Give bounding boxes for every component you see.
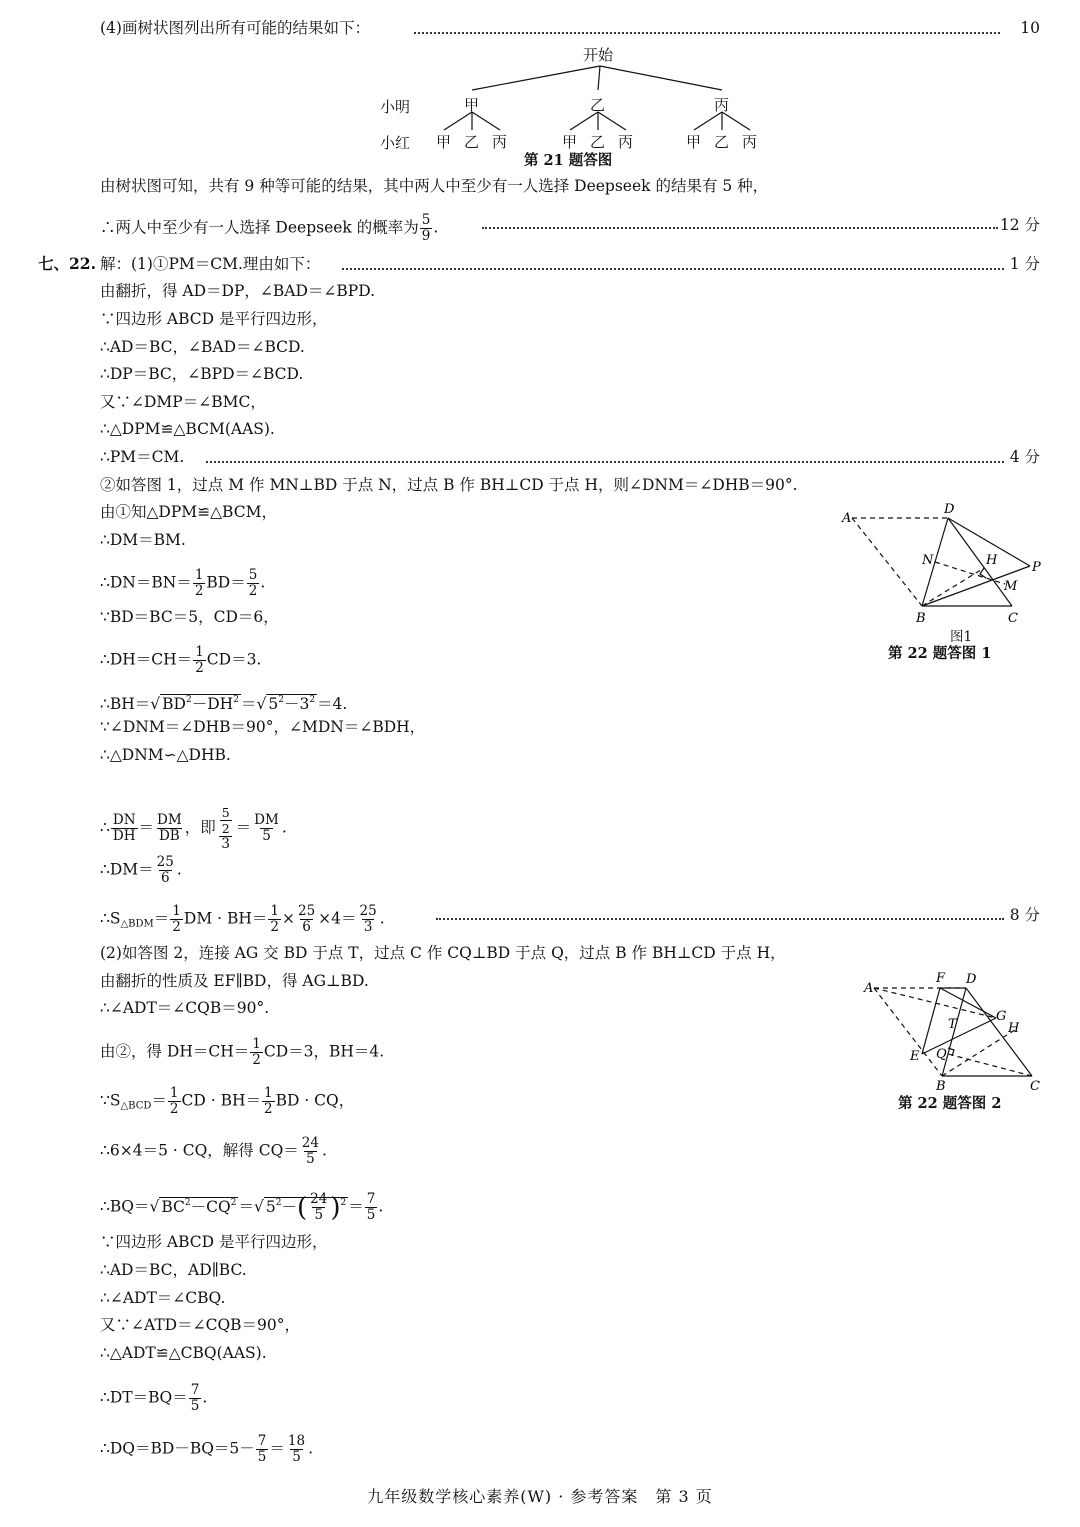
tree-leaf: 甲 bbox=[686, 133, 702, 151]
tree-row-label: 小红 bbox=[380, 134, 411, 152]
tree-leaf: 丙 bbox=[742, 133, 758, 151]
score-mark: 8 分 bbox=[1009, 906, 1040, 924]
point-label: P bbox=[1032, 560, 1041, 575]
q22-line: ∴△ADT≌△CBQ(AAS). bbox=[100, 1344, 267, 1362]
point-label: D bbox=[966, 972, 977, 987]
q22-line: ∵四边形 ABCD 是平行四边形， bbox=[100, 1233, 328, 1251]
figure-caption: 第 22 题答图 1 bbox=[888, 645, 992, 662]
point-label: H bbox=[1008, 1021, 1020, 1036]
q22-line: $\because S_{\triangle BCD}=$ $\frac{1}{2}$ CD · BH＝ $\frac{1}{2}$ BD · CQ， bbox=[100, 1085, 355, 1117]
q22-line: ∴6×4＝5 · CQ，解得 CQ＝ $\frac{24}{5}$ . bbox=[100, 1135, 327, 1167]
question-number: 七、22. bbox=[38, 254, 96, 273]
point-label: N bbox=[922, 553, 934, 568]
point-label: G bbox=[996, 1009, 1007, 1024]
tree-node: 乙 bbox=[590, 96, 606, 114]
q22-line: ∴PM＝CM. bbox=[100, 448, 185, 466]
figure-22-1 bbox=[840, 498, 1050, 663]
tree-row-label: 小明 bbox=[380, 98, 411, 116]
q22-line: ∴DM＝BM. bbox=[100, 531, 186, 549]
q21-line-3: ∴两人中至少有一人选择 Deepseek 的概率为 $\frac{5}{9}$ . bbox=[100, 212, 439, 244]
q22-line: 由②，得 DH＝CH＝ $\frac{1}{2}$ CD＝3，BH＝4. bbox=[100, 1036, 385, 1068]
figure-22-2 bbox=[860, 970, 1050, 1092]
tree-node: 丙 bbox=[714, 96, 730, 114]
point-label: B bbox=[916, 611, 926, 626]
q22-line: ∴DQ＝BD－BQ＝5－ $\frac{7}{5}$ ＝ $\frac{18}{5}$ . bbox=[100, 1433, 314, 1465]
q22-line: ∴DP＝BC，∠BPD＝∠BCD. bbox=[100, 365, 304, 383]
score-mark: 4 分 bbox=[1009, 448, 1040, 466]
tree-leaf: 甲 bbox=[436, 133, 452, 151]
point-label: A bbox=[842, 511, 852, 526]
leader-dots bbox=[206, 461, 1004, 463]
q22-line: ∴DN＝BN＝ $\frac{1}{2}$ BD＝ $\frac{5}{2}$ . bbox=[100, 567, 266, 599]
q22-line: 解：(1)①PM＝CM.理由如下： bbox=[100, 255, 321, 273]
q22-line: ∴AD＝BC，∠BAD＝∠BCD. bbox=[100, 338, 305, 356]
q22-line: ∴BH＝√ $BD^2-DH^2$ ＝√ $5^2-3^2 =4$. bbox=[100, 695, 348, 713]
q22-line: ∴∠ADT＝∠CQB＝90°. bbox=[100, 999, 270, 1017]
q22-line: ∴∠ADT＝∠CBQ. bbox=[100, 1289, 226, 1307]
tree-leaf: 甲 bbox=[562, 133, 578, 151]
q22-line: $\therefore S_{\triangle BDM}=$ $\frac{1}{2}$ DM · BH＝ $\frac{1}{2}$ × $\frac{25}{6}$ ×4＝ $\frac{25}{3}$ . bbox=[100, 903, 385, 935]
q22-line: ∴BQ＝√ $BC^2-CQ^2$ ＝√ $5^2-$( $\frac{24}{5}$ )$^2$ ＝ $\frac{7}{5}$ . bbox=[100, 1191, 384, 1223]
q22-line: ∵四边形 ABCD 是平行四边形， bbox=[100, 310, 328, 328]
tree-leaf: 丙 bbox=[492, 133, 508, 151]
point-label: T bbox=[948, 1017, 957, 1032]
leader-dots bbox=[342, 268, 1004, 270]
leader-dots bbox=[436, 918, 1004, 920]
q22-line: ∴DT＝BQ＝ $\frac{7}{5}$ . bbox=[100, 1382, 208, 1414]
q22-line: ∴ $\frac{DN}{DH}$ ＝ $\frac{DM}{DB}$ ，即 $\frac{\frac{5}{2}}{3}$ ＝ $\frac{DM}{5}$ . bbox=[100, 805, 287, 852]
q22-line: ∴AD＝BC，AD∥BC. bbox=[100, 1261, 247, 1279]
q21-line-2: 由树状图可知，共有 9 种等可能的结果，其中两人中至少有一人选择 Deepseek 的结果有 5 种， bbox=[100, 177, 769, 195]
point-label: A bbox=[864, 981, 874, 996]
q22-line: ∴DH＝CH＝ $\frac{1}{2}$ CD＝3. bbox=[100, 644, 262, 676]
q22-line: 由翻折的性质及 EF∥BD，得 AG⊥BD. bbox=[100, 972, 369, 990]
q21-line-1: (4)画树状图列出所有可能的结果如下： bbox=[100, 19, 370, 37]
q22-line: ∵∠DNM＝∠DHB＝90°，∠MDN＝∠BDH， bbox=[100, 718, 426, 736]
figure-sublabel: 图1 bbox=[950, 629, 973, 645]
score-mark: 1 分 bbox=[1009, 255, 1040, 273]
q22-line: ∴DM＝ $\frac{25}{6}$ . bbox=[100, 854, 182, 886]
tree-leaf: 乙 bbox=[464, 133, 480, 151]
point-label: B bbox=[936, 1079, 946, 1092]
q22-line: 又∵∠ATD＝∠CQB＝90°， bbox=[100, 1316, 301, 1334]
tree-leaf: 乙 bbox=[714, 133, 730, 151]
point-label: H bbox=[986, 553, 998, 568]
tree-leaf: 乙 bbox=[590, 133, 606, 151]
q22-line: (2)如答图 2，连接 AG 交 BD 于点 T，过点 C 作 CQ⊥BD 于点 Q，过点 B 作 BH⊥CD 于点 H， bbox=[100, 944, 786, 962]
q22-line: ∴△DNM∽△DHB. bbox=[100, 746, 231, 764]
point-label: D bbox=[944, 502, 955, 517]
q22-line: ∵BD＝BC＝5，CD＝6， bbox=[100, 608, 279, 626]
q22-line: ②如答图 1，过点 M 作 MN⊥BD 于点 N，过点 B 作 BH⊥CD 于点 H，则∠DNM＝∠DHB＝90°. bbox=[100, 476, 798, 494]
q22-line: 由①知△DPM≌△BCM， bbox=[100, 503, 277, 521]
tree-root: 开始 bbox=[583, 46, 614, 64]
leader-dots bbox=[482, 227, 998, 229]
q22-line: ∴△DPM≌△BCM(AAS). bbox=[100, 420, 275, 438]
tree-leaf: 丙 bbox=[618, 133, 634, 151]
score-mark: 12 分 bbox=[999, 216, 1040, 234]
tree-node: 甲 bbox=[464, 96, 480, 114]
score-mark: 10 bbox=[1020, 19, 1040, 37]
page-footer: 九年级数学核心素养(W) · 参考答案 第 3 页 bbox=[367, 1487, 713, 1506]
point-label: E bbox=[910, 1049, 920, 1064]
point-label: C bbox=[1030, 1079, 1040, 1092]
point-label: C bbox=[1008, 611, 1018, 626]
figure-caption: 第 21 题答图 bbox=[524, 152, 613, 169]
point-label: Q bbox=[936, 1047, 947, 1062]
point-label: M bbox=[1004, 579, 1018, 594]
q22-line: 由翻折，得 AD＝DP，∠BAD＝∠BPD. bbox=[100, 282, 376, 300]
point-label: F bbox=[936, 971, 946, 986]
q22-line: 又∵∠DMP＝∠BMC， bbox=[100, 393, 266, 411]
figure-caption: 第 22 题答图 2 bbox=[898, 1095, 1002, 1112]
tree-diagram bbox=[0, 0, 1080, 170]
